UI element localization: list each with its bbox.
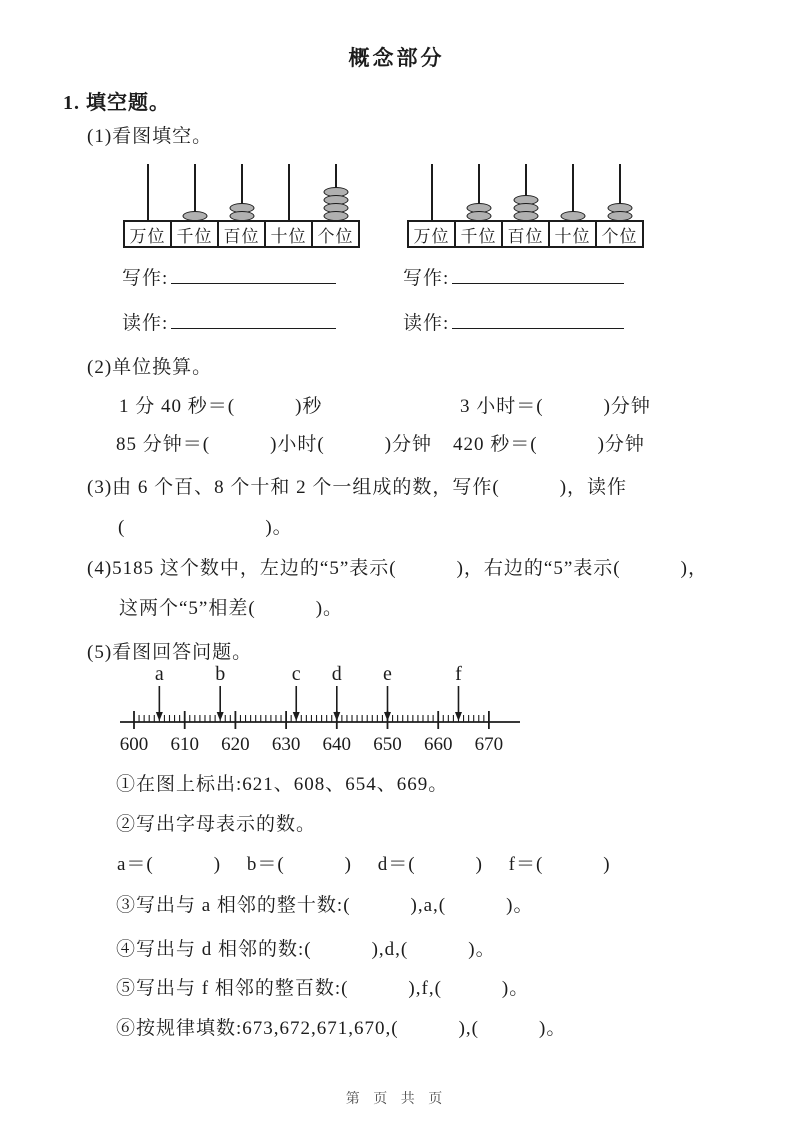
bead-stack bbox=[466, 203, 491, 221]
numberline-tick-label: 610 bbox=[170, 734, 199, 755]
place-value-label: 千位 bbox=[170, 220, 219, 248]
write-line-left bbox=[122, 263, 336, 290]
bead-stack bbox=[607, 203, 632, 221]
abacus-right bbox=[407, 164, 644, 248]
read-line-right bbox=[403, 308, 624, 335]
conversion-row2-right: 420 秒＝( )分钟 bbox=[453, 434, 645, 455]
numberline-arrow-head bbox=[455, 712, 462, 721]
abacus-rod bbox=[431, 164, 433, 220]
read-blank-left bbox=[171, 308, 336, 329]
sub-question-1-label: (1)看图填空。 bbox=[87, 126, 213, 147]
numberline-tick-label: 670 bbox=[474, 734, 504, 755]
sub-question-5-label: (5)看图回答问题。 bbox=[87, 642, 253, 663]
sub-question-4-line1: (4)5185 这个数中，左边的“5”表示( )，右边的“5”表示( )， bbox=[87, 558, 708, 579]
abacus-column bbox=[548, 164, 597, 248]
place-value-label: 十位 bbox=[264, 220, 313, 248]
place-value-label: 百位 bbox=[501, 220, 550, 248]
page-title: 概念部分 bbox=[348, 46, 445, 70]
conversion-row2-left: 85 分钟＝( )小时( )分钟 bbox=[116, 434, 433, 455]
numberline-point-label-f: f bbox=[455, 663, 462, 685]
numberline-point-label-e: e bbox=[383, 663, 392, 685]
abacus-column bbox=[407, 164, 456, 248]
numberline-tick-label: 640 bbox=[322, 734, 352, 755]
sub5-item-5: ⑤写出与 f 相邻的整百数:( ),f,( )。 bbox=[116, 978, 530, 999]
bead-stack bbox=[323, 187, 348, 221]
place-value-label: 百位 bbox=[217, 220, 266, 248]
numberline-tick-label: 660 bbox=[423, 734, 453, 755]
write-blank-left bbox=[171, 263, 336, 284]
abacus-column bbox=[454, 164, 503, 248]
write-blank-right bbox=[452, 263, 624, 284]
abacus-column bbox=[311, 164, 360, 248]
abacus-column bbox=[170, 164, 219, 248]
abacus-rod bbox=[147, 164, 149, 220]
sub5-item-letter-values: a＝( ) b＝( ) d＝( ) f＝( ) bbox=[117, 854, 611, 875]
abacus-column bbox=[123, 164, 172, 248]
place-value-label: 万位 bbox=[123, 220, 172, 248]
abacus-left bbox=[123, 164, 360, 248]
numberline-tick-label: 600 bbox=[119, 734, 149, 755]
abacus-column bbox=[501, 164, 550, 248]
sub5-item-6: ⑥按规律填数:673,672,671,670,( ),( )。 bbox=[116, 1018, 567, 1039]
numberline-arrow-head bbox=[156, 712, 163, 721]
page-footer: 第 页 共 页 bbox=[345, 1092, 448, 1107]
numberline-point-label-c: c bbox=[291, 663, 301, 685]
conversion-row1-right: 3 小时＝( )分钟 bbox=[460, 396, 651, 417]
read-line-left bbox=[122, 308, 336, 335]
write-label-left: 写作: bbox=[122, 268, 169, 289]
numberline-tick-label: 630 bbox=[271, 734, 301, 755]
sub-question-3-line2: ( )。 bbox=[118, 517, 293, 538]
numberline-point-label-d: d bbox=[331, 663, 342, 685]
place-value-label: 万位 bbox=[407, 220, 456, 248]
abacus-column bbox=[595, 164, 644, 248]
write-label-right: 写作: bbox=[403, 268, 450, 289]
read-blank-right bbox=[452, 308, 624, 329]
numberline-point-label-a: a bbox=[154, 663, 164, 685]
numberline-point-label-b: b bbox=[215, 663, 226, 685]
numberline-figure bbox=[108, 660, 538, 756]
sub5-item-4: ④写出与 d 相邻的数:( ),d,( )。 bbox=[116, 939, 496, 960]
sub5-item-3: ③写出与 a 相邻的整十数:( ),a,( )。 bbox=[116, 895, 534, 916]
place-value-label: 千位 bbox=[454, 220, 503, 248]
abacus-column bbox=[264, 164, 313, 248]
place-value-label: 十位 bbox=[548, 220, 597, 248]
read-label-left: 读作: bbox=[122, 313, 169, 334]
sub-question-2-label: (2)单位换算。 bbox=[87, 357, 213, 378]
bead-stack bbox=[229, 203, 254, 221]
read-label-right: 读作: bbox=[403, 313, 450, 334]
numberline-arrow-head bbox=[333, 712, 340, 721]
place-value-label: 个位 bbox=[595, 220, 644, 248]
write-line-right bbox=[403, 263, 624, 290]
bead-stack bbox=[513, 195, 538, 221]
sub-question-3-line1: (3)由 6 个百、8 个十和 2 个一组成的数，写作( )，读作 bbox=[87, 477, 628, 498]
question-1-heading: 1. 填空题。 bbox=[63, 92, 170, 114]
numberline-arrow-head bbox=[384, 712, 391, 721]
sub-question-4-line2: 这两个“5”相差( )。 bbox=[119, 598, 344, 619]
abacus-column bbox=[217, 164, 266, 248]
numberline-arrow-head bbox=[217, 712, 224, 721]
conversion-row1-left: 1 分 40 秒＝( )秒 bbox=[119, 396, 323, 417]
numberline-tick-label: 620 bbox=[221, 734, 250, 755]
numberline-arrow-head bbox=[293, 712, 300, 721]
sub5-item-2: ②写出字母表示的数。 bbox=[116, 814, 317, 835]
abacus-rod bbox=[288, 164, 290, 220]
place-value-label: 个位 bbox=[311, 220, 360, 248]
numberline-tick-label: 650 bbox=[373, 734, 402, 755]
sub5-item-1: ①在图上标出:621、608、654、669。 bbox=[116, 774, 449, 795]
